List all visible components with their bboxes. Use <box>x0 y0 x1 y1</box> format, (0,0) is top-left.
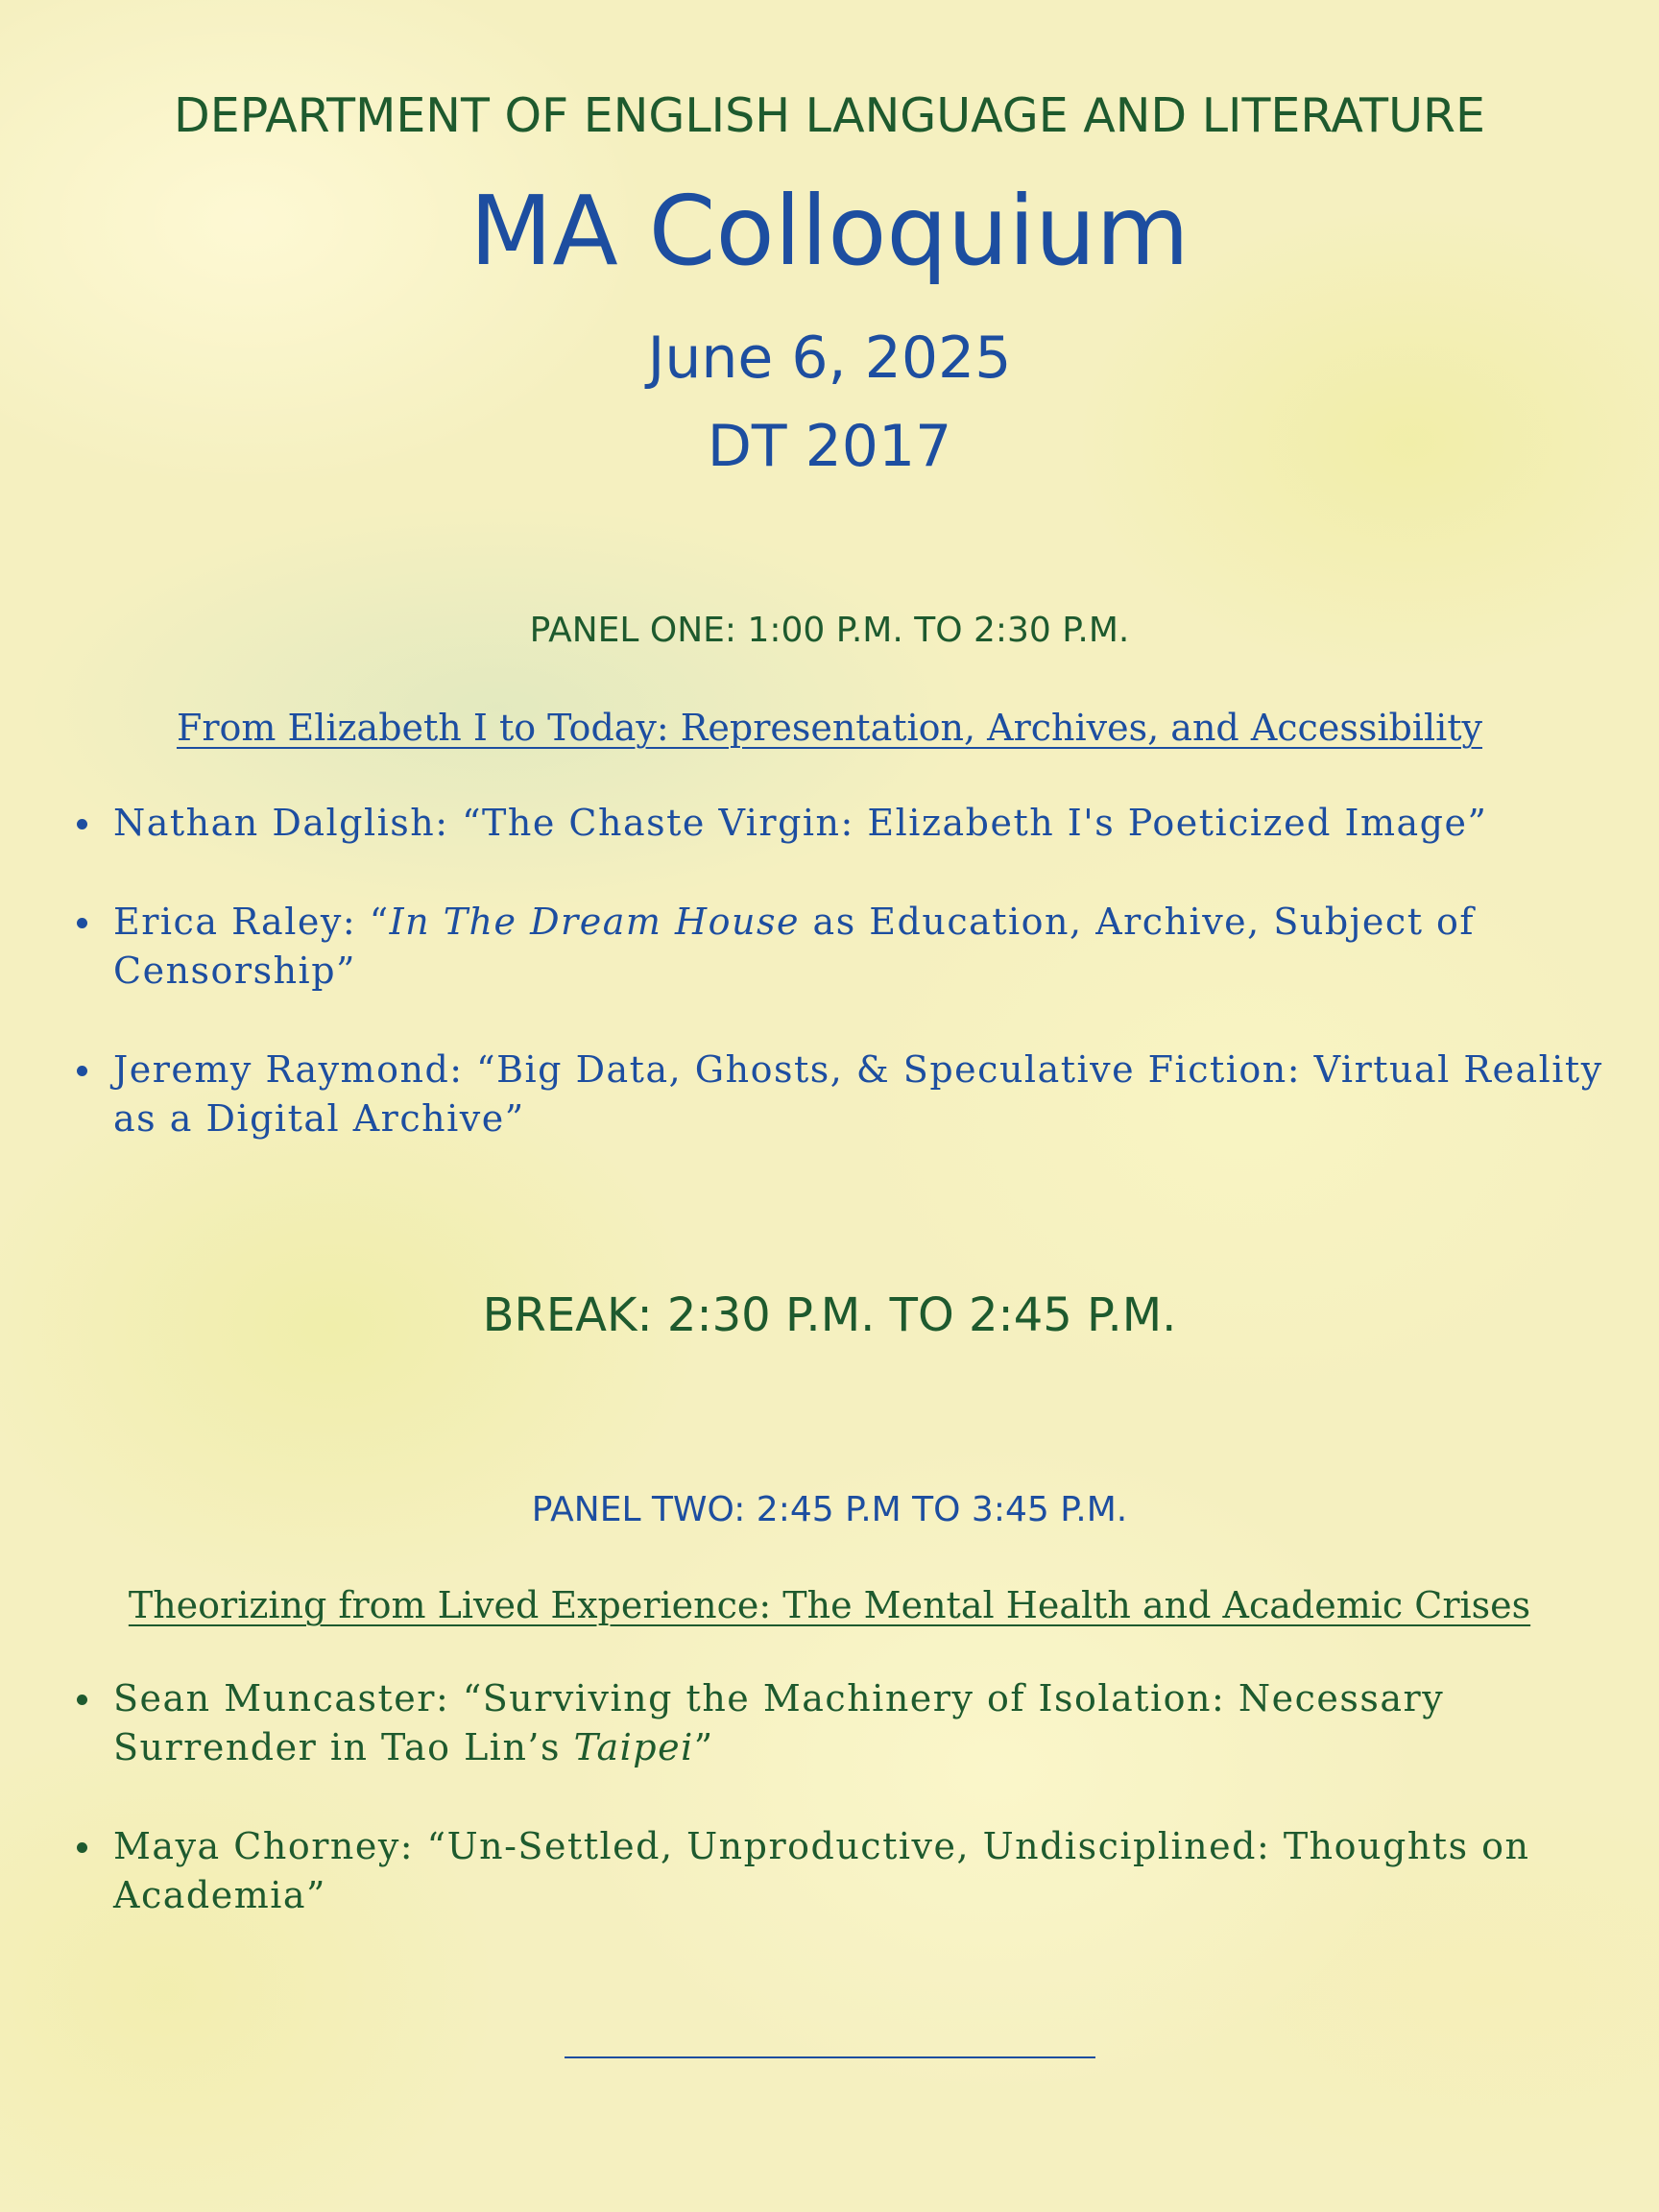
page-title: MA Colloquium <box>469 175 1190 287</box>
talk-text: Maya Chorney: “Un-Settled, Unproductive, Undisciplined: Thoughts on Academia” <box>113 1825 1530 1916</box>
panel-two-heading: PANEL TWO: 2:45 P.M TO 3:45 P.M. <box>531 1490 1128 1529</box>
list-item <box>75 1046 1611 1143</box>
panel-one-heading: PANEL ONE: 1:00 P.M. TO 2:30 P.M. <box>529 611 1130 650</box>
talk-text: Jeremy Raymond: “Big Data, Ghosts, & Speculative Fiction: Virtual Reality as a Digital Archive” <box>113 1048 1603 1140</box>
list-item <box>75 898 1611 996</box>
talk-text-suffix: ” <box>693 1726 714 1768</box>
bullet-icon <box>77 1695 87 1705</box>
list-item <box>75 1822 1611 1920</box>
list-item <box>75 799 1611 848</box>
bullet-icon <box>77 1842 87 1853</box>
talk-text: Nathan Dalglish: “The Chaste Virgin: Elizabeth I's Poeticized Image” <box>113 802 1488 844</box>
panel-one-title: From Elizabeth I to Today: Representation, Archives, and Accessibility <box>176 707 1483 749</box>
talk-work-title: Taipei <box>573 1726 694 1768</box>
bullet-icon <box>77 1066 87 1076</box>
talk-work-title: In The Dream House <box>389 901 800 943</box>
panel-two-talk-list <box>75 1674 1611 1970</box>
event-date: June 6, 2025 <box>647 325 1012 392</box>
panel-one-talk-list <box>75 799 1611 1193</box>
event-room: DT 2017 <box>707 413 952 480</box>
talk-text-prefix: Erica Raley: “ <box>113 901 390 943</box>
panel-two-title: Theorizing from Lived Experience: The Mental Health and Academic Crises <box>128 1584 1531 1626</box>
bullet-icon <box>77 918 87 928</box>
footer-divider <box>565 2056 1095 2058</box>
talk-text-prefix: Sean Muncaster: “Surviving the Machinery of Isolation: Necessary Surrender in Tao Lin’s <box>113 1677 1445 1768</box>
talk-text-suffix: as Education, Archive, Subject of Censorship” <box>113 901 1475 992</box>
break-heading: BREAK: 2:30 P.M. TO 2:45 P.M. <box>482 1288 1177 1342</box>
list-item <box>75 1674 1611 1772</box>
bullet-icon <box>77 819 87 830</box>
department-name: DEPARTMENT OF ENGLISH LANGUAGE AND LITERATURE <box>174 88 1485 143</box>
